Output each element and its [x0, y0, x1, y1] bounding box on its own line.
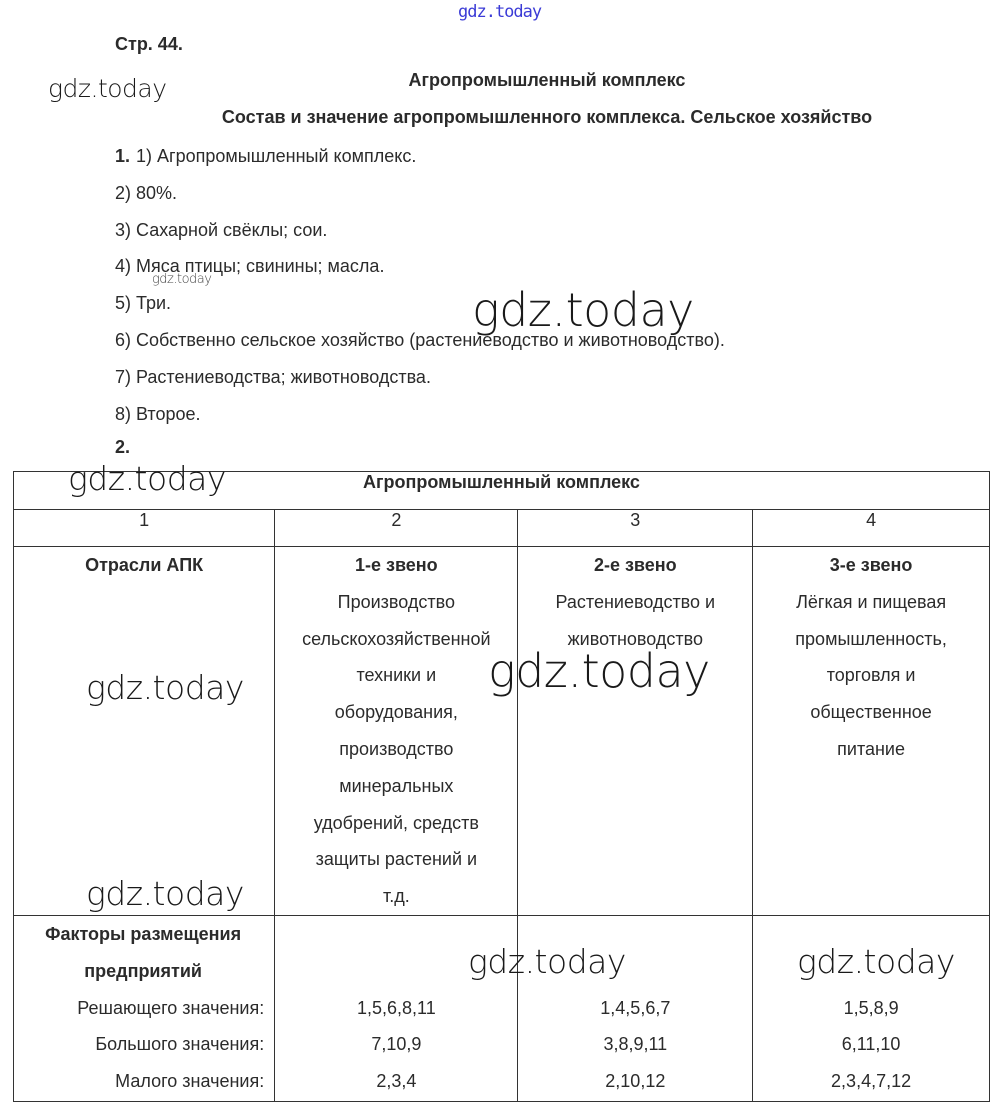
cell-line: торговля и — [826, 665, 916, 686]
level-label: Решающего значения: — [77, 997, 265, 1018]
watermark: gdz.today — [152, 272, 212, 287]
factor-values: 2,10,12 — [605, 1071, 666, 1092]
level-label: Малого значения: — [115, 1071, 265, 1092]
section-title: Агропромышленный комплекс — [408, 70, 686, 90]
cell-line: сельскохозяйственной — [302, 628, 491, 649]
cell-line: Растениеводство и — [555, 591, 716, 612]
factor-values: 2,3,4 — [376, 1071, 417, 1092]
cell-line: минеральных — [339, 775, 454, 796]
factor-values: 7,10,9 — [371, 1034, 422, 1055]
section-subtitle: Состав и значение агропромышленного комплекса. Сельское хозяйство — [221, 107, 873, 127]
watermark: gdz.today — [86, 668, 244, 707]
cell-line: Производство — [337, 591, 456, 612]
watermark: gdz.today — [468, 942, 626, 981]
column-number: 4 — [753, 510, 990, 547]
cell-line: техники и — [356, 665, 437, 686]
cell-line: защиты растений и — [315, 849, 478, 870]
factor-values: 1,5,6,8,11 — [356, 997, 436, 1018]
factor-values: 2,3,4,7,12 — [831, 1071, 912, 1092]
answer-text: 8) Второе. — [115, 403, 201, 424]
answer-text: 3) Сахарной свёклы; сои. — [115, 219, 328, 240]
answer-item — [115, 218, 725, 255]
link-cell-2 — [518, 547, 753, 916]
factors-heading: предприятий — [84, 960, 202, 981]
link-heading: 3-е звено — [829, 555, 913, 575]
factors-heading: Факторы размещения — [45, 923, 242, 944]
factor-values: 1,5,8,9 — [843, 997, 899, 1018]
link-heading: 2-е звено — [593, 555, 677, 575]
link-cell-3 — [753, 547, 990, 916]
answer-text: 7) Растениеводства; животноводства. — [115, 366, 431, 387]
cell-line: производство — [339, 738, 454, 759]
column-number-row — [14, 510, 990, 547]
row-label-text: Отрасли АПК — [85, 555, 204, 575]
watermark: gdz.today — [472, 283, 694, 337]
column-number: 2 — [275, 510, 518, 547]
table-title: Агропромышленный комплекс — [14, 472, 990, 510]
row-label — [14, 547, 275, 916]
answer-item — [115, 402, 725, 439]
watermark: gdz.today — [488, 644, 710, 698]
link-heading: 1-е звено — [355, 555, 438, 575]
answer-item — [115, 328, 725, 365]
factors-label-cell — [14, 915, 275, 1101]
answer-text: 1) Агропромышленный комплекс. — [136, 146, 417, 166]
column-number: 3 — [518, 510, 753, 547]
factor-values: 6,11,10 — [841, 1034, 901, 1055]
cell-line: животноводство — [567, 628, 703, 649]
table-row-links — [14, 547, 990, 916]
cell-line: промышленность, — [795, 628, 947, 649]
task1-number: 1. — [115, 146, 131, 166]
answer-item — [115, 144, 725, 181]
answer-item — [115, 365, 725, 402]
apk-table — [13, 471, 990, 1102]
watermark: gdz.today — [458, 2, 542, 22]
cell-line: общественное — [810, 702, 932, 723]
watermark: gdz.today — [48, 74, 167, 103]
link-cell-1 — [275, 547, 518, 916]
answer-text: 2) 80%. — [115, 182, 178, 203]
answer-text: 5) Три. — [115, 293, 172, 314]
factor-values: 1,4,5,6,7 — [600, 997, 671, 1018]
cell-line: питание — [837, 738, 906, 759]
cell-line: удобрений, средств — [313, 812, 479, 833]
answer-item — [115, 254, 725, 291]
answer-item — [115, 181, 725, 218]
level-label: Большого значения: — [95, 1034, 265, 1055]
cell-line: оборудования, — [334, 702, 458, 723]
watermark: gdz.today — [797, 942, 955, 981]
answer-text: 6) Собственно сельское хозяйство (растениеводство и животноводство). — [115, 329, 725, 350]
answer-text: 4) Мяса птицы; свинины; масла. — [115, 256, 385, 277]
cell-line: т.д. — [382, 886, 410, 907]
factor-values: 3,8,9,11 — [603, 1034, 668, 1055]
cell-line: Лёгкая и пищевая — [796, 591, 947, 612]
watermark: gdz.today — [68, 459, 226, 498]
task1-answer-list — [115, 144, 725, 438]
page-reference: Стр. 44. — [115, 34, 183, 54]
watermark: gdz.today — [86, 874, 244, 913]
task2-number: 2. — [115, 437, 131, 457]
answer-item — [115, 291, 725, 328]
column-number: 1 — [14, 510, 275, 547]
